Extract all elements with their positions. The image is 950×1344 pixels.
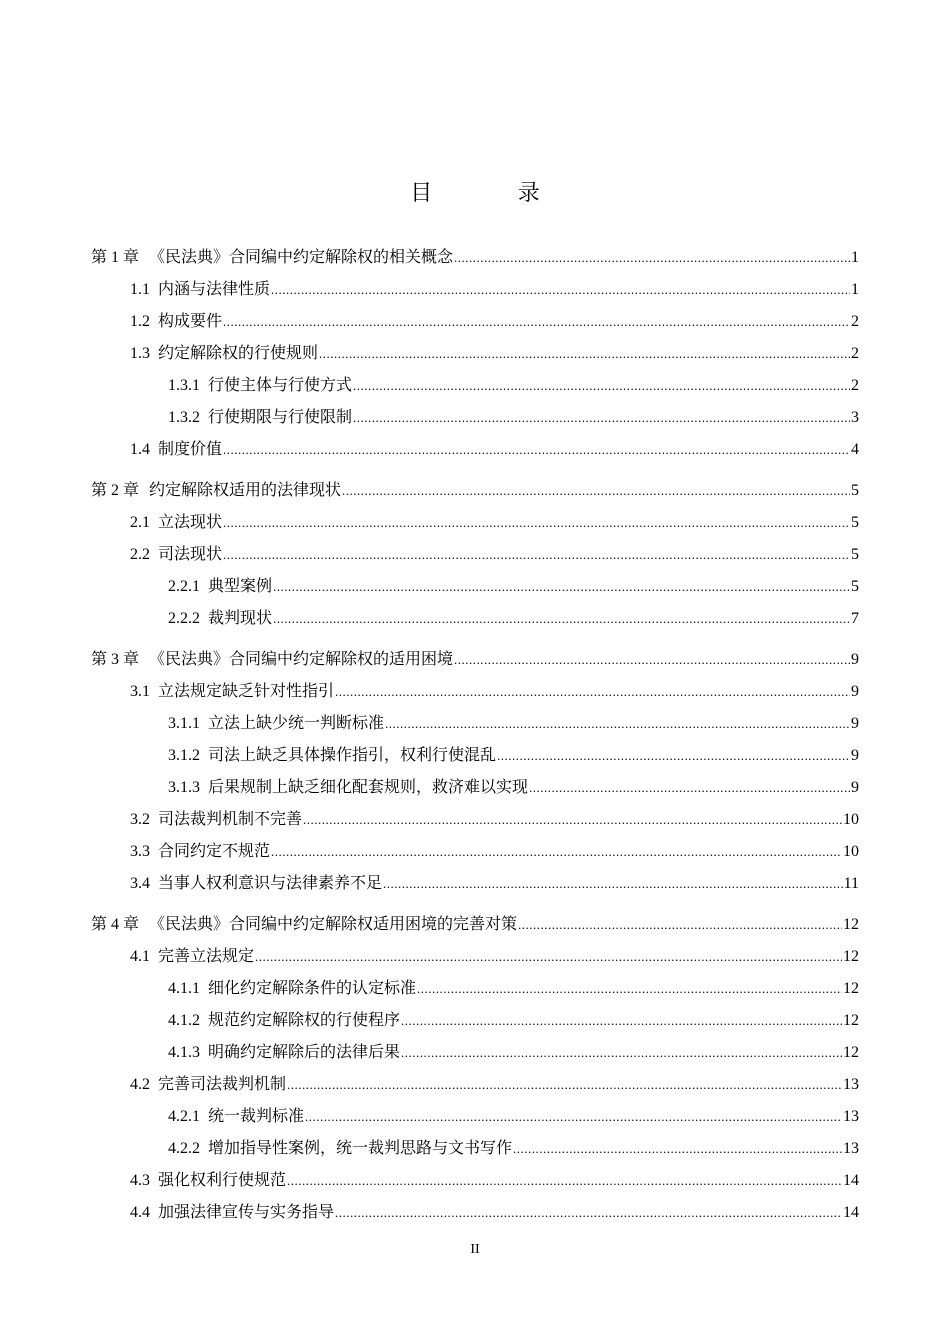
toc-entry-number: 第 3 章 [91,651,140,668]
toc-entry-page-number: 10 [843,843,859,860]
toc-entry-page-number: 4 [851,441,859,458]
toc-entry-page-number: 12 [843,980,859,997]
toc-dot-leader [223,543,850,567]
toc-entry-label: 强化权利行使规范 [158,1172,287,1189]
toc-entry[interactable] [130,872,859,896]
toc-entry[interactable] [168,712,859,736]
toc-entry-page-number: 1 [851,249,859,266]
toc-entry-page-number: 12 [843,1012,859,1029]
toc-entry-number: 1.3.2 [168,409,200,426]
toc-dot-leader [287,1073,842,1097]
toc-entry-number: 3.1.2 [168,747,200,764]
toc-dot-leader [335,1201,842,1225]
toc-dot-leader [383,872,843,896]
toc-entry-label: 完善司法裁判机制 [158,1076,287,1093]
toc-dot-leader [353,374,850,398]
toc-entry-number: 3.1 [130,683,150,700]
toc-entry-label: 细化约定解除条件的认定标准 [208,980,417,997]
toc-entry-number: 第 2 章 [91,482,140,499]
toc-entry-page-number: 2 [851,345,859,362]
toc-entry-page-number: 11 [843,875,859,892]
toc-dot-leader [417,977,842,1001]
toc-entry-page-number: 5 [851,482,859,499]
page-number-footer: II [470,1242,480,1257]
toc-entry-number: 1.2 [130,313,150,330]
toc-entry-number: 3.4 [130,875,150,892]
toc-entry-number: 2.2.2 [168,610,200,627]
toc-entry-label: 司法上缺乏具体操作指引，权利行使混乱 [208,747,497,764]
toc-entry-label: 内涵与法律性质 [158,281,271,298]
toc-entry-number: 1.4 [130,441,150,458]
toc-entry[interactable] [168,977,859,1001]
toc-entry[interactable] [130,840,859,864]
toc-entry-label: 加强法律宣传与实务指导 [158,1204,335,1221]
toc-entry-number: 第 1 章 [91,249,140,266]
toc-entry-label: 立法上缺少统一判断标准 [208,715,385,732]
toc-dot-leader [401,1009,842,1033]
toc-entry-number: 3.1.1 [168,715,200,732]
toc-entry-page-number: 5 [851,578,859,595]
toc-entry-label: 立法规定缺乏针对性指引 [158,683,335,700]
toc-entry-page-number: 9 [851,779,859,796]
toc-dot-leader [271,840,842,864]
toc-entry[interactable] [168,744,859,768]
toc-dot-leader [401,1041,842,1065]
toc-entry[interactable] [168,776,859,800]
toc-entry-label: 约定解除权适用的法律现状 [149,482,342,499]
toc-entry-number: 4.1.1 [168,980,200,997]
toc-dot-leader [273,607,850,631]
toc-entry-label: 《民法典》合同编中约定解除权的相关概念 [149,249,454,266]
toc-entry-label: 增加指导性案例，统一裁判思路与文书写作 [208,1140,513,1157]
toc-entry-number: 2.1 [130,514,150,531]
toc-entry-number: 4.4 [130,1204,150,1221]
toc-entry-number: 2.2 [130,546,150,563]
toc-entry-page-number: 9 [851,683,859,700]
toc-entry-label: 行使期限与行使限制 [208,409,353,426]
toc-entry-page-number: 13 [843,1108,859,1125]
toc-entry-label: 规范约定解除权的行使程序 [208,1012,401,1029]
toc-entry-label: 裁判现状 [208,610,273,627]
toc-entry-label: 约定解除权的行使规则 [158,345,319,362]
toc-entry-page-number: 7 [851,610,859,627]
toc-entry-page-number: 14 [843,1172,859,1189]
toc-dot-leader [271,278,850,302]
toc-entry-number: 第 4 章 [91,916,140,933]
toc-entry-label: 统一裁判标准 [208,1108,305,1125]
toc-entry-number: 1.1 [130,281,150,298]
toc-entry-label: 构成要件 [158,313,223,330]
toc-entry[interactable] [168,1041,859,1065]
toc-entry[interactable] [130,1073,859,1097]
toc-title: 目 录 [410,180,580,205]
toc-entry-label: 当事人权利意识与法律素养不足 [158,875,383,892]
toc-entry-number: 1.3.1 [168,377,200,394]
toc-entry[interactable] [130,1169,859,1193]
toc-entry-page-number: 5 [851,546,859,563]
toc-entry-label: 制度价值 [158,441,223,458]
toc-entry-page-number: 12 [843,1044,859,1061]
toc-entry-page-number: 1 [851,281,859,298]
toc-entry-page-number: 12 [843,916,859,933]
toc-entry[interactable] [91,246,859,270]
toc-dot-leader [223,438,850,462]
toc-entry[interactable] [130,1201,859,1225]
toc-dot-leader [454,246,850,270]
toc-entry[interactable] [130,278,859,302]
toc-entry[interactable] [130,808,859,832]
toc-entry-number: 4.2.2 [168,1140,200,1157]
toc-entry[interactable] [168,1137,859,1161]
toc-entry-label: 司法现状 [158,546,223,563]
toc-entry[interactable] [168,1009,859,1033]
toc-dot-leader [497,744,850,768]
toc-dot-leader [223,310,850,334]
toc-dot-leader [353,406,850,430]
toc-entry-page-number: 10 [843,811,859,828]
toc-dot-leader [319,342,850,366]
toc-entry[interactable] [91,648,859,672]
toc-entry-number: 4.1 [130,948,150,965]
toc-entry-number: 3.1.3 [168,779,200,796]
toc-entry[interactable] [168,374,859,398]
toc-entry-page-number: 14 [843,1204,859,1221]
toc-entry[interactable] [130,945,859,969]
toc-entry[interactable] [168,575,859,599]
toc-entry[interactable] [130,543,859,567]
toc-dot-leader [454,648,850,672]
toc-entry-label: 后果规制上缺乏细化配套规则，救济难以实现 [208,779,529,796]
toc-entry-number: 4.3 [130,1172,150,1189]
toc-entry-number: 4.1.2 [168,1012,200,1029]
toc-entry-number: 4.1.3 [168,1044,200,1061]
toc-entry-page-number: 2 [851,313,859,330]
toc-entry[interactable] [91,479,859,503]
toc-entry-label: 立法现状 [158,514,223,531]
toc-entry-page-number: 9 [851,651,859,668]
toc-entry-label: 司法裁判机制不完善 [158,811,303,828]
toc-entry-number: 4.2 [130,1076,150,1093]
toc-entry-number: 3.2 [130,811,150,828]
toc-entry[interactable] [168,406,859,430]
toc-dot-leader [513,1137,842,1161]
toc-entry[interactable] [130,511,859,535]
toc-entry-page-number: 9 [851,747,859,764]
toc-entry-page-number: 12 [843,948,859,965]
toc-entry[interactable] [130,310,859,334]
toc-entry-label: 合同约定不规范 [158,843,271,860]
toc-entry-label: 《民法典》合同编中约定解除权的适用困境 [149,651,454,668]
toc-entry-page-number: 2 [851,377,859,394]
toc-entry-page-number: 3 [851,409,859,426]
toc-dot-leader [255,945,842,969]
toc-entry-label: 典型案例 [208,578,273,595]
toc-entry-number: 2.2.1 [168,578,200,595]
toc-entry[interactable] [130,438,859,462]
toc-entry-number: 3.3 [130,843,150,860]
toc-entry-number: 1.3 [130,345,150,362]
toc-entry-page-number: 13 [843,1076,859,1093]
toc-dot-leader [303,808,842,832]
toc-dot-leader [335,680,850,704]
toc-dot-leader [273,575,850,599]
toc-entry-label: 《民法典》合同编中约定解除权适用困境的完善对策 [149,916,518,933]
toc-entry-label: 行使主体与行使方式 [208,377,353,394]
toc-dot-leader [385,712,850,736]
toc-dot-leader [305,1105,842,1129]
toc-entry[interactable] [168,1105,859,1129]
toc-entry-number: 4.2.1 [168,1108,200,1125]
toc-entry[interactable] [91,913,859,937]
toc-dot-leader [529,776,850,800]
toc-dot-leader [287,1169,842,1193]
toc-entry-page-number: 9 [851,715,859,732]
toc-dot-leader [518,913,842,937]
toc-entry-label: 明确约定解除后的法律后果 [208,1044,401,1061]
toc-entry-page-number: 13 [843,1140,859,1157]
toc-dot-leader [223,511,850,535]
toc-entry[interactable] [168,607,859,631]
toc-entry-label: 完善立法规定 [158,948,255,965]
toc-entry[interactable] [130,680,859,704]
toc-entry[interactable] [130,342,859,366]
toc-entry-page-number: 5 [851,514,859,531]
toc-dot-leader [342,479,850,503]
